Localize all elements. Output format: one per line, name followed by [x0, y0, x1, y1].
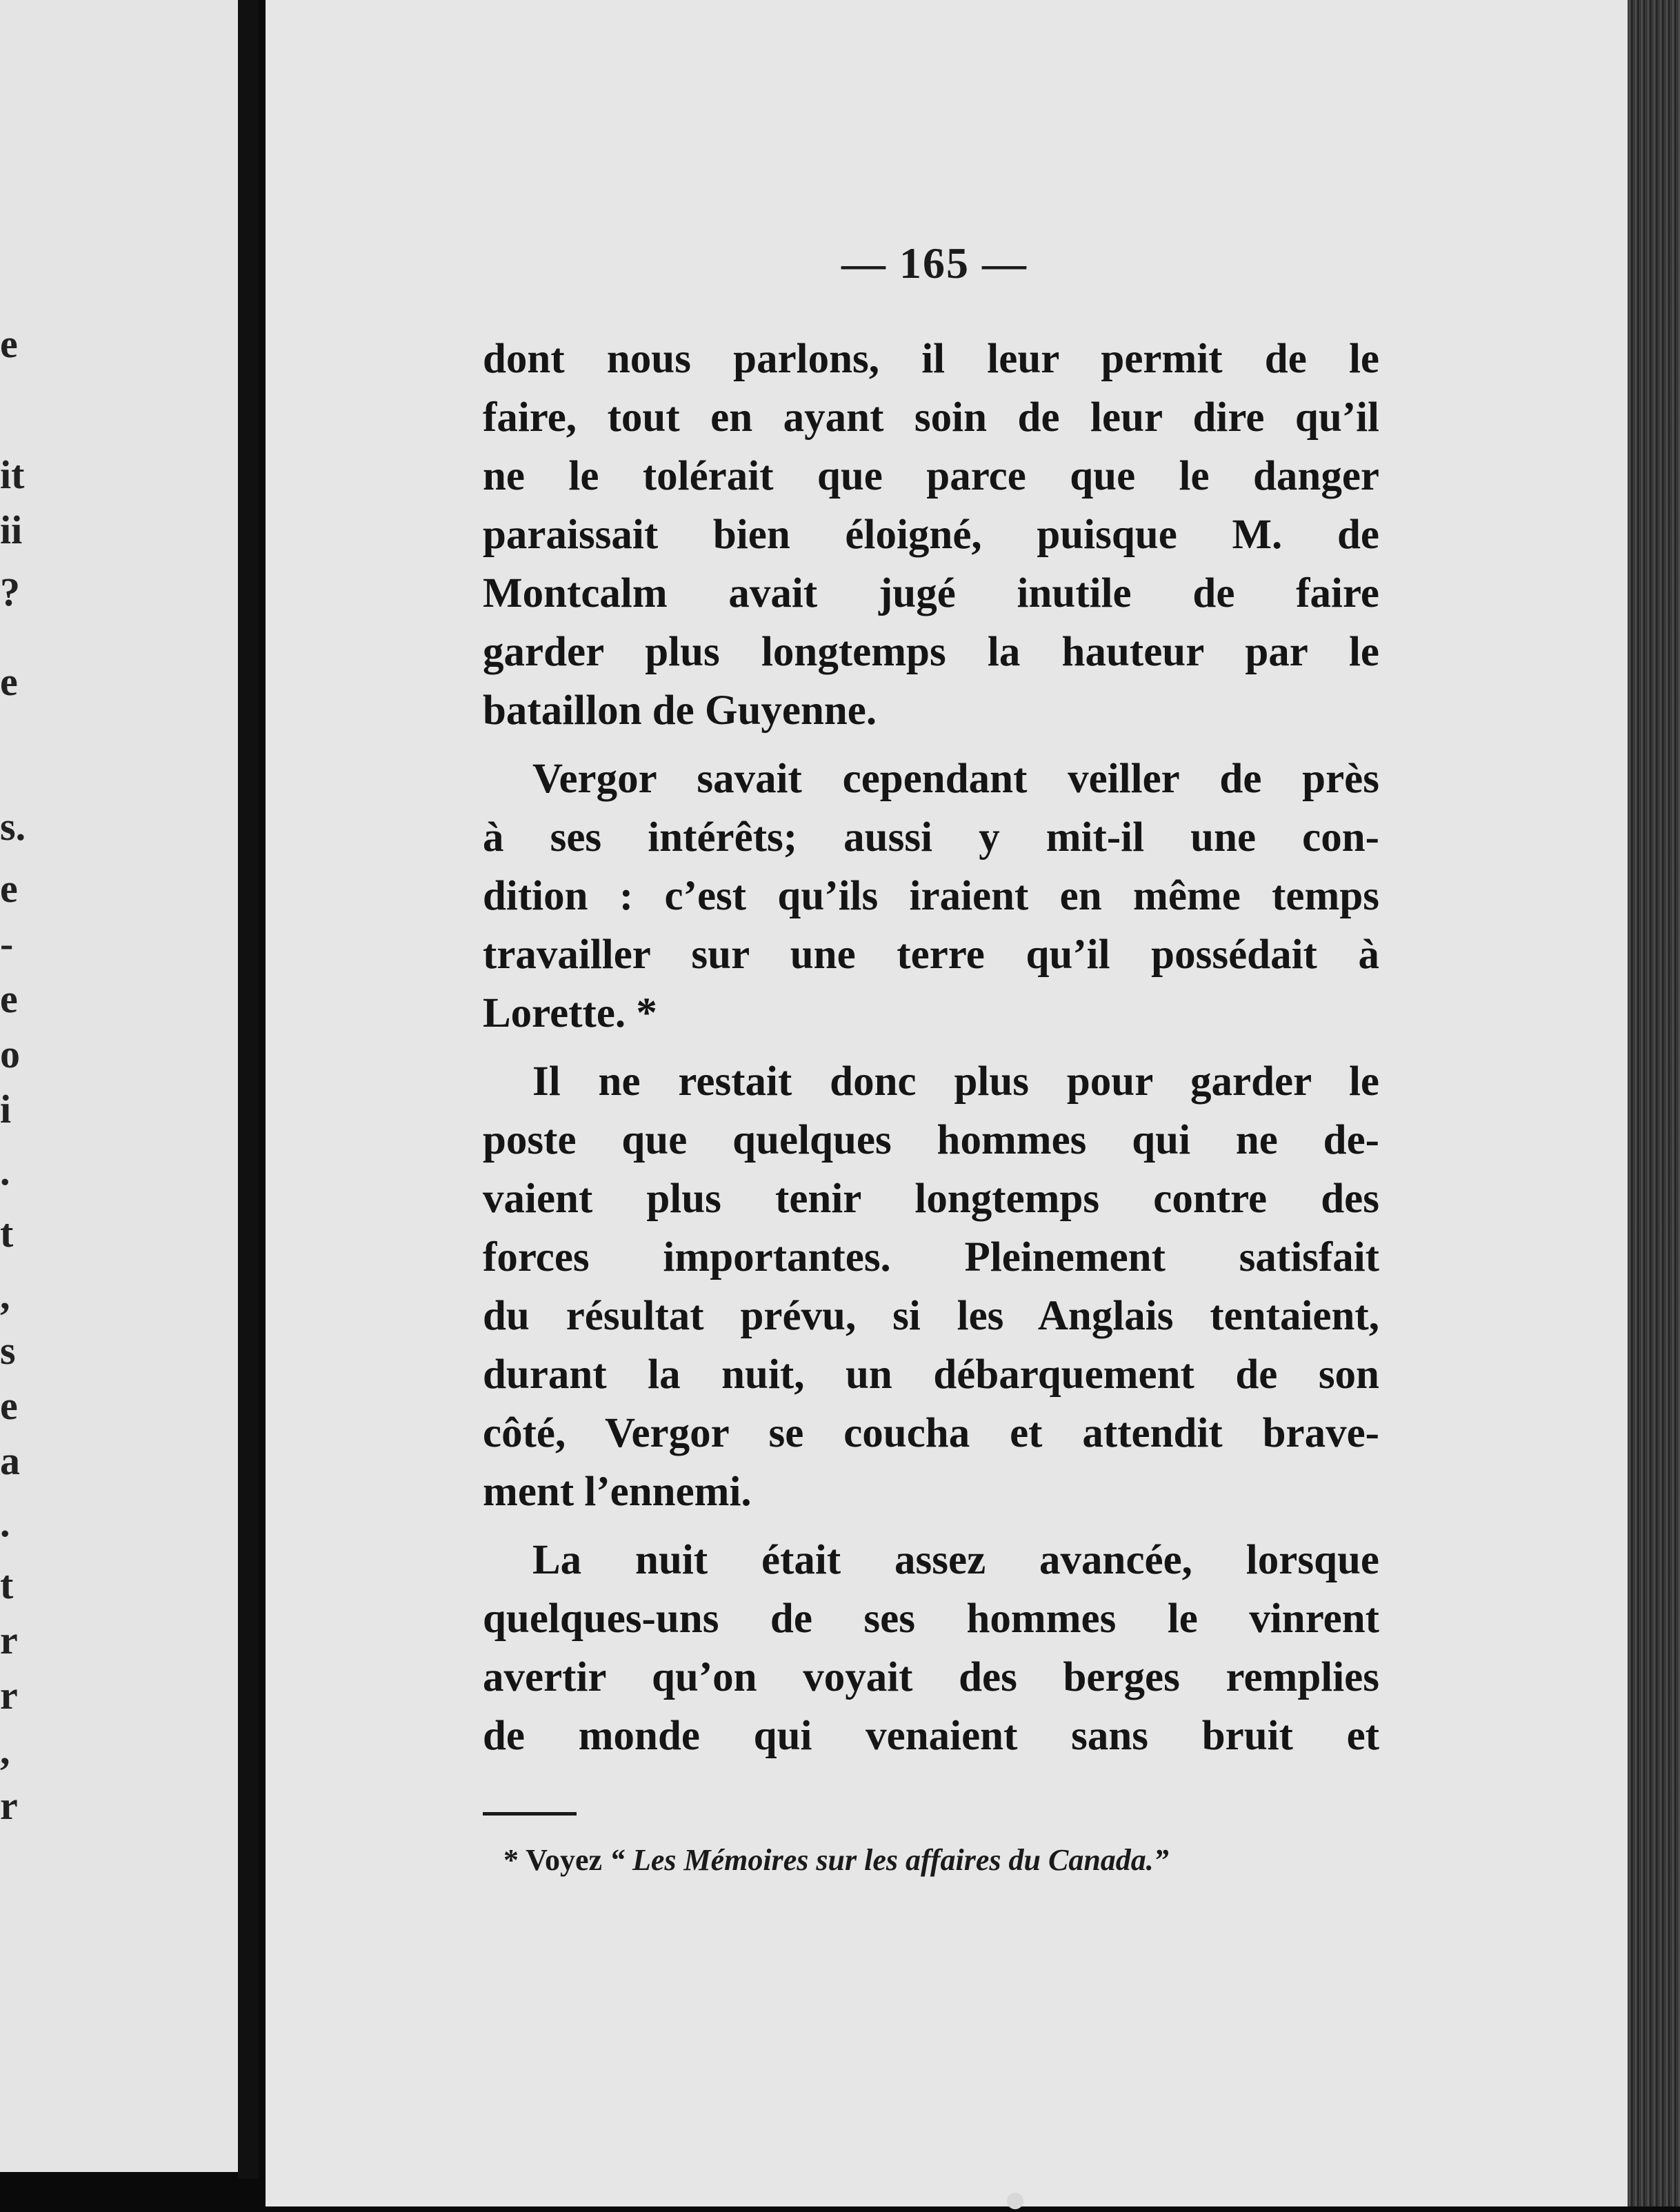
text-line: Montcalm avait jugé inutile de faire: [483, 570, 1379, 616]
left-page-fragment: t: [0, 1562, 14, 1607]
page-blemish: [1007, 2193, 1023, 2209]
left-page-fragment: r: [0, 1783, 18, 1828]
paragraph-2: [483, 750, 1379, 1043]
book-gutter: [238, 0, 259, 2179]
text-line: dont nous parlons, il leur permit de le: [483, 336, 1379, 382]
text-line: du résultat prévu, si les Anglais tentaient,: [483, 1293, 1379, 1339]
left-page-fragment: s: [0, 1328, 16, 1373]
text-line: ment l’ennemi.: [483, 1469, 752, 1515]
text-line: quelques-uns de ses hommes le vinrent: [483, 1596, 1379, 1642]
text-line: durant la nuit, un débarquement de son: [483, 1351, 1379, 1398]
left-page-fragment: s.: [0, 804, 26, 849]
text-line: dition : c’est qu’ils iraient en même temps: [483, 873, 1379, 919]
left-page-fragment: e: [0, 321, 18, 366]
left-page-fragment: t: [0, 1211, 14, 1256]
left-page-fragment: .: [0, 1149, 10, 1194]
text-line: Il ne restait donc plus pour garder le: [532, 1058, 1379, 1105]
text-line: paraissait bien éloigné, puisque M. de: [483, 512, 1379, 558]
left-page-fragment: ii: [0, 507, 23, 552]
footnote: [503, 1842, 1169, 1878]
page-edges: [1628, 0, 1680, 2206]
left-page-fragment: .: [0, 1500, 10, 1545]
left-page-fragment: a: [0, 1438, 20, 1483]
footnote-rule: [483, 1812, 577, 1816]
paragraph-3: [483, 1052, 1379, 1521]
text-line: forces importantes. Pleinement satisfait: [483, 1234, 1379, 1280]
left-page-fragment: e: [0, 976, 18, 1021]
text-line: garder plus longtemps la hauteur par le: [483, 629, 1379, 675]
text-line: Lorette. *: [483, 990, 657, 1036]
text-line: côté, Vergor se coucha et attendit brave-: [483, 1410, 1379, 1456]
body-text: [483, 330, 1379, 1775]
left-page-fragment: e: [0, 866, 18, 911]
left-page-fragment: ?: [0, 570, 20, 614]
paragraph-4: [483, 1531, 1379, 1765]
text-line: faire, tout en ayant soin de leur dire qu’il: [483, 394, 1379, 441]
left-page-fragment: ,: [0, 1273, 10, 1318]
text-line: ne le tolérait que parce que le danger: [483, 453, 1379, 499]
text-line: à ses intérêts; aussi y mit-il une con-: [483, 814, 1379, 861]
text-line: poste que quelques hommes qui ne de-: [483, 1117, 1379, 1163]
left-page-fragment: e: [0, 659, 18, 704]
left-page-fragment: r: [0, 1618, 18, 1662]
left-page-fragment: o: [0, 1032, 20, 1076]
left-page-fragment: -: [0, 921, 14, 966]
text-line: travailler sur une terre qu’il possédait à: [483, 932, 1379, 978]
left-page-fragment: i: [0, 1087, 12, 1132]
left-page-fragment: e: [0, 1383, 18, 1428]
footnote-marker: * Voyez: [503, 1843, 602, 1877]
text-line: Vergor savait cependant veiller de près: [532, 756, 1379, 802]
text-line: avertir qu’on voyait des berges remplies: [483, 1654, 1379, 1700]
footnote-title: “ Les Mémoires sur les affaires du Canada.”: [610, 1843, 1169, 1877]
text-line: La nuit était assez avancée, lorsque: [532, 1537, 1379, 1583]
paragraph-1: [483, 330, 1379, 740]
left-page-fragment: r: [0, 1673, 18, 1718]
left-page-fragment: it: [0, 452, 25, 497]
text-line: de monde qui venaient sans bruit et: [483, 1713, 1379, 1759]
left-page-fragment: ,: [0, 1728, 10, 1773]
text-line: bataillon de Guyenne.: [483, 687, 877, 734]
text-line: vaient plus tenir longtemps contre des: [483, 1176, 1379, 1222]
left-facing-page: [0, 0, 242, 2172]
page-number: — 165 —: [841, 239, 1028, 288]
